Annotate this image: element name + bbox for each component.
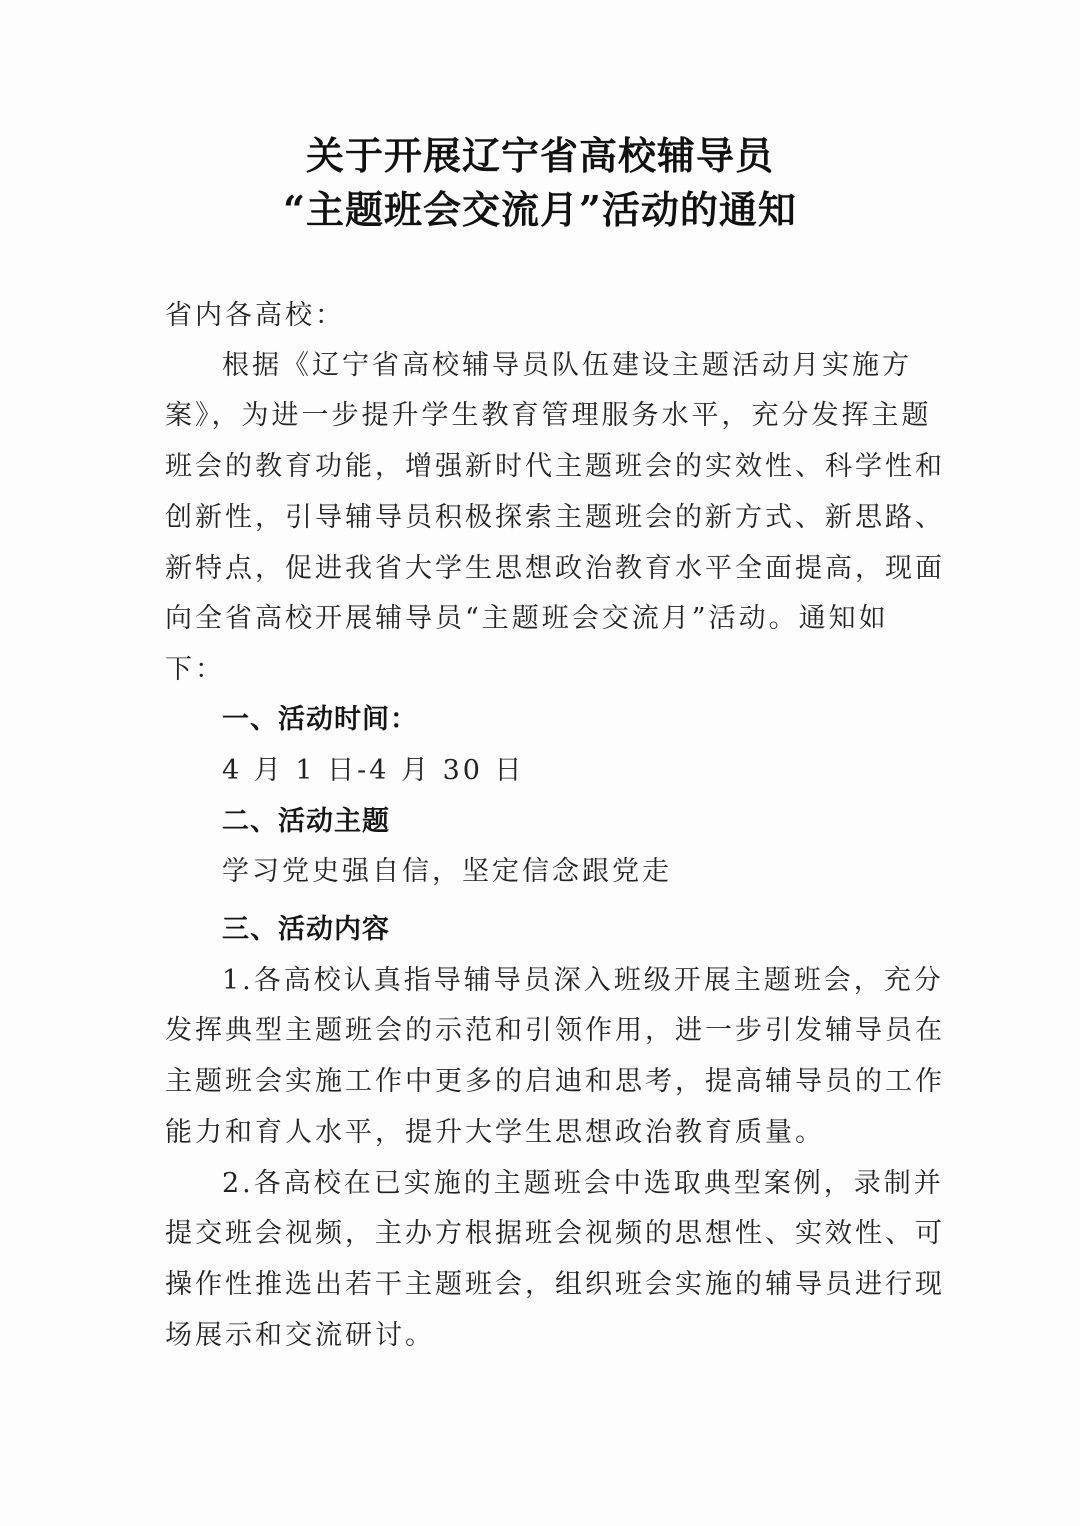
section-3-item-2-line-3: 操作性推选出若干主题班会，组织班会实施的辅导员进行现 [165,1269,945,1300]
section-1-content: 4 月 1 日-4 月 30 日 [222,755,525,786]
section-3-item-2-line-2: 提交班会视频，主办方根据班会视频的思想性、实效性、可 [165,1218,945,1249]
section-2-content: 学习党史强自信，坚定信念跟党走 [222,856,672,887]
intro-line-5: 新特点，促进我省大学生思想政治教育水平全面提高，现面 [165,553,945,584]
section-3-item-1-line-4: 能力和育人水平，提升大学生思想政治教育质量。 [165,1117,825,1148]
document-title-line-1: 关于开展辽宁省高校辅导员 [305,133,774,178]
section-2-heading: 二、活动主题 [222,806,390,837]
intro-line-7: 下： [165,654,225,685]
section-3-item-2-line-1: 2.各高校在已实施的主题班会中选取典型案例，录制并 [222,1168,944,1199]
intro-line-3: 班会的教育功能，增强新时代主题班会的实效性、科学性和 [165,451,945,482]
section-1-heading: 一、活动时间： [222,704,418,735]
salutation: 省内各高校： [165,300,345,331]
section-3-item-1-line-3: 主题班会实施工作中更多的启迪和思考，提高辅导员的工作 [165,1066,945,1097]
intro-line-2: 案》，为进一步提升学生教育管理服务水平，充分发挥主题 [165,400,932,431]
section-3-item-1-line-2: 发挥典型主题班会的示范和引领作用，进一步引发辅导员在 [165,1015,945,1046]
document-title-line-2: “主题班会交流月”活动的通知 [283,187,797,232]
section-3-item-2-line-4: 场展示和交流研讨。 [165,1320,435,1351]
intro-line-1: 根据《辽宁省高校辅导员队伍建设主题活动月实施方 [222,350,912,381]
section-3-item-1-line-1: 1.各高校认真指导辅导员深入班级开展主题班会，充分 [222,965,944,996]
intro-line-6: 向全省高校开展辅导员“主题班会交流月”活动。通知如 [165,603,889,634]
intro-line-4: 创新性，引导辅导员积极探索主题班会的新方式、新思路、 [165,502,945,533]
section-3-heading: 三、活动内容 [222,914,390,945]
